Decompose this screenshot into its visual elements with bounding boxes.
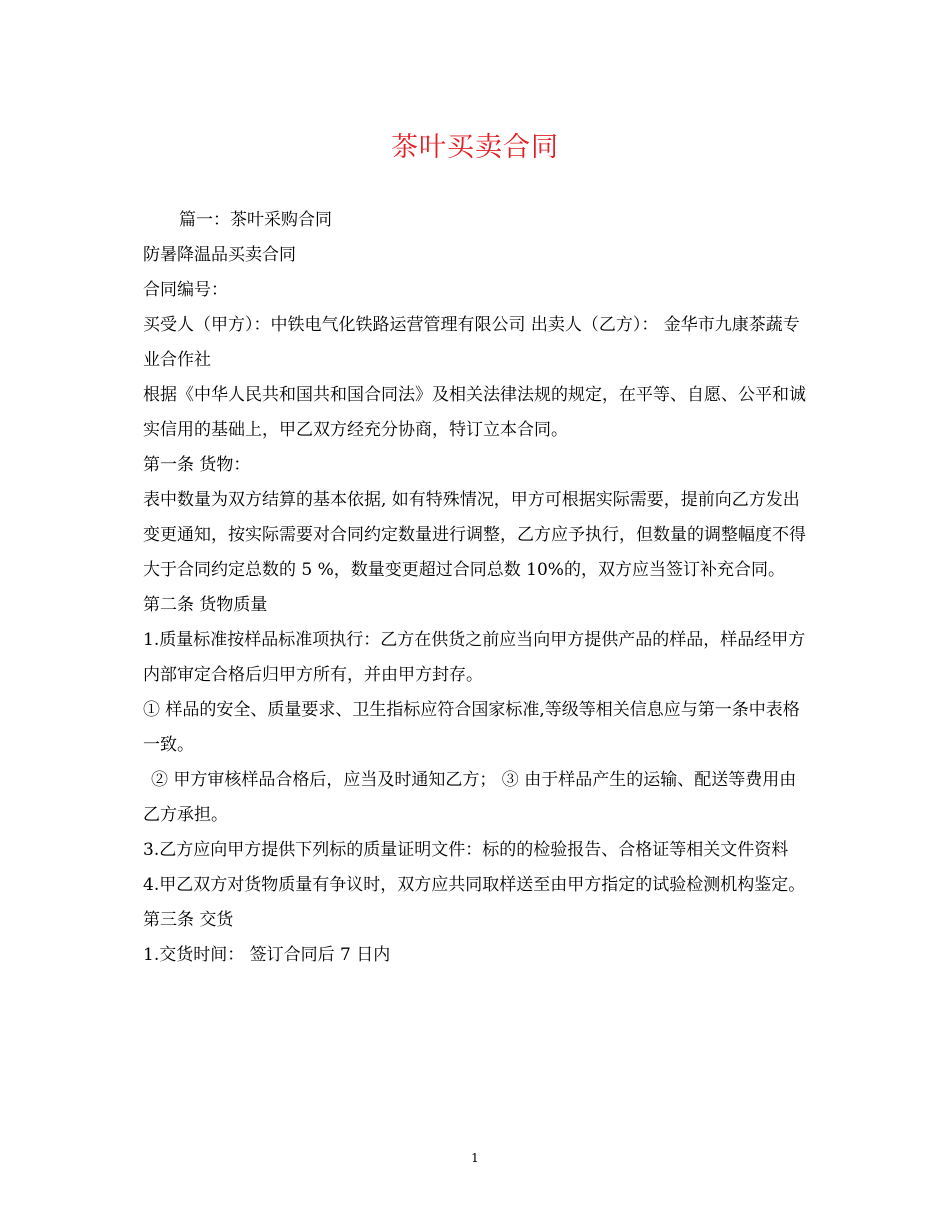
paragraph-parties: 买受人（甲方）：中铁电气化铁路运营管理有限公司 出卖人（乙方）： 金华市九康茶蔬专业合作社	[143, 315, 800, 370]
paragraph-article-2-sub-1: ① 样品的安全、质量要求、卫生指标应符合国家标准,等级等相关信息应与第一条中表格一致。	[143, 700, 800, 755]
paragraph-article-2-item-3: 3.乙方应向甲方提供下列标的质量证明文件：标的的检验报告、合格证等相关文件资料	[143, 840, 789, 860]
paragraph-preamble: 根据《中华人民共和国共和国合同法》及相关法律法规的规定，在平等、自愿、公平和诚实信用的基础上，甲乙双方经充分协商，特订立本合同。	[143, 385, 806, 440]
paragraph-article-3-heading: 第三条 交货	[143, 910, 234, 930]
document-title: 茶叶买卖合同	[391, 132, 559, 163]
paragraph-article-2-heading: 第二条 货物质量	[143, 595, 268, 615]
page-number: 1	[471, 1151, 479, 1165]
paragraph-contract-number: 合同编号：	[143, 280, 228, 300]
paragraph-article-1-body: 表中数量为双方结算的基本依据, 如有特殊情况，甲方可根据实际需要，提前向乙方发出变更通知，按实际需要对合同约定数量进行调整，乙方应予执行，但数量的调整幅度不得大于合同约定总数的 5 %，数量变更超过合同总数 10%的，双方应当签订补充合同。	[143, 490, 806, 580]
paragraph-section-heading: 篇一：茶叶采购合同	[179, 210, 332, 230]
paragraph-article-2-item-1: 1.质量标准按样品标准项执行：乙方在供货之前应当向甲方提供产品的样品，样品经甲方内部审定合格后归甲方所有，并由甲方封存。	[143, 630, 806, 685]
paragraph-article-2-item-4: 4.甲乙双方对货物质量有争议时，双方应共同取样送至由甲方指定的试验检测机构鉴定。	[143, 875, 806, 895]
paragraph-article-1-heading: 第一条 货物：	[143, 455, 251, 475]
paragraph-article-3-item-1: 1.交货时间： 签订合同后 7 日内	[143, 945, 391, 965]
document-body	[143, 203, 811, 973]
paragraph-article-2-sub-2-3: ② 甲方审核样品合格后，应当及时通知乙方； ③ 由于样品产生的运输、配送等费用由乙方承担。	[143, 770, 797, 825]
paragraph-contract-name: 防暑降温品买卖合同	[143, 245, 296, 265]
